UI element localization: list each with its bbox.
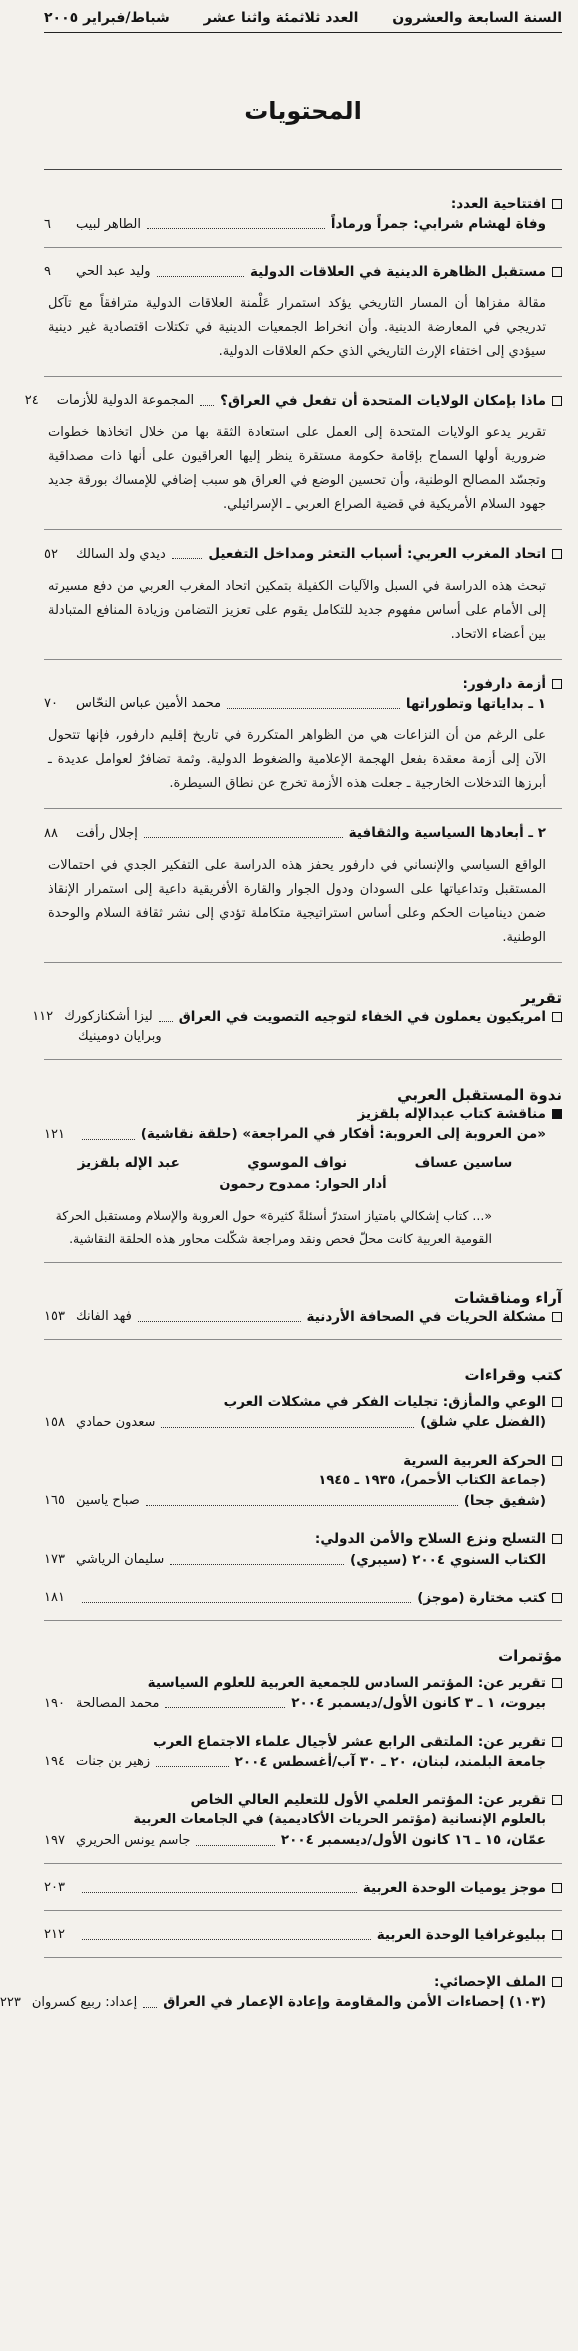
toc-entry-title[interactable]: تقرير عن: المؤتمر السادس للجمعية العربية للعلوم السياسية [147, 1675, 546, 1692]
toc-entry-title[interactable]: ماذا بإمكان الولايات المتحدة أن تفعل في العراق؟ [220, 392, 546, 409]
toc-entry-page: ٢٤ [24, 393, 39, 409]
conference-entry [44, 1732, 562, 1773]
toc-entry-author: ديدي ولد السالك [76, 546, 166, 562]
bullet-box [552, 396, 562, 406]
darfur-part-2 [44, 808, 562, 961]
toc-entry-title[interactable]: ببليوغرافيا الوحدة العربية [376, 1926, 546, 1943]
dot-leader [143, 1998, 157, 2008]
running-header [44, 10, 562, 33]
toc-entry-page: ١٨١ [44, 1590, 65, 1606]
bullet-box [552, 1109, 562, 1119]
dot-leader [161, 1418, 414, 1428]
book-entry [44, 1451, 562, 1512]
toc-entry-author-2: وبرايان دومينيك [78, 1029, 162, 1045]
toc-entry-title[interactable]: (١٠٣) إحصاءات الأمن والمقاومة وإعادة الإعمار في العراق [163, 1994, 546, 2011]
toc-entry-abstract: الواقع السياسي والإنساني في دارفور يحفز هذه الدراسة على التفكير الجدي في احتمالات المستقبل وتداعياتها على السودان ودول الجوار والقارة الأفريقية داعية إلى استمرار الإنقاذ ضمن ديناميات الحكم وعلى أساس استراتيجية متكاملة تؤدي إلى نشر ثقافة السلام والوحدة الوطنية. [48, 857, 546, 945]
moderator: أدار الحوار: ممدوح رحمون [219, 1176, 387, 1192]
bullet-box [552, 1737, 562, 1747]
toc-entry-title[interactable]: وفاة لهشام شرابي: جمراً ورماداً [330, 216, 546, 233]
toc-entry-abstract: تبحث هذه الدراسة في السبل والآليات الكفيلة بتمكين اتحاد المغرب العربي من دفع مسيرته إلى الأمام على أساس مفهوم جديد للتكامل يقوم على تعزيز التضامن وزيادة المنافع المتبادلة بين أعضاء الاتحاد. [48, 578, 546, 642]
bullet-box [552, 1977, 562, 1987]
toc-entry-subtitle: جامعة البلمند، لبنان، ٢٠ ـ ٣٠ آب/أغسطس ٢٠٠٤ [234, 1753, 546, 1770]
toc-entry-subtitle: الكتاب السنوي ٢٠٠٤ (سيبري) [350, 1551, 546, 1568]
group-heading: آراء ومناقشات [454, 1288, 562, 1307]
book-entry [44, 1588, 562, 1608]
toc-entry-page: ٨٨ [44, 825, 58, 841]
dot-leader [82, 1130, 135, 1140]
toc-entry-title[interactable]: ١ ـ بداياتها وتطوراتها [405, 695, 546, 712]
symposium-quote: «... كتاب إشكالي بامتياز استدرّ أسئلةً كثيرة» حول العروبة والإسلام ومستقبل الحركة القومية العربية كانت محلّ فحص ونقد ومراجعة شكّلت محاور هذه الحلقة النقاشية. [55, 1207, 492, 1246]
toc-entry-author: سعدون حمادي [76, 1414, 156, 1430]
statistical-section [0, 1957, 562, 2025]
toc-entry-subtitle: (جماعة الكتاب الأحمر)، ١٩٣٥ ـ ١٩٤٥ [318, 1472, 546, 1488]
toc-entry-title[interactable]: التسلح ونزع السلاح والأمن الدولي: [314, 1531, 546, 1548]
toc-entry-title[interactable]: مستقبل الظاهرة الدينية في العلاقات الدولية [250, 263, 546, 280]
dot-leader [156, 1757, 228, 1767]
toc-entry-author: صباح ياسين [76, 1493, 140, 1509]
dot-leader [82, 1593, 411, 1603]
toc-entry-author: محمد المصالحة [76, 1695, 160, 1711]
participant: ساسين عساف [414, 1154, 513, 1171]
toc-entry-page: ٥٢ [44, 546, 58, 562]
bullet-box [552, 1883, 562, 1893]
bullet-box [552, 679, 562, 689]
book-entry [44, 1392, 562, 1433]
issue-date: شباط/فبراير ٢٠٠٥ [44, 10, 170, 26]
symposium-section [44, 1059, 562, 1262]
bullet-box [552, 549, 562, 559]
page-edge [28, 2341, 578, 2351]
toc-entry-author: الطاهر لبيب [76, 216, 141, 232]
bullet-box [552, 1012, 562, 1022]
diary-section [44, 1863, 562, 1910]
toc-entry-page: ١٢١ [44, 1126, 65, 1142]
toc-entry-abstract: على الرغم من أن النزاعات هي من الظواهر المتكررة في تاريخ إقليم دارفور، فإنها تتحول الآن إلى أزمة معقدة بفعل الهجمة الإعلامية والضغوط الدولية. وثمة تضافرٌ لعوامل عديدة ـ أبرزها التدخلات الخارجية ـ جعلت هذه الأزمة تخرج عن نطاق السيطرة. [48, 728, 546, 792]
toc-entry-abstract: مقالة مفزاها أن المسار التاريخي يؤكد استمرار عَلْمنة العلاقات الدولية مترافقاً مع تآكل تدريجي في المعارضة الدينية. وأن انخراط الجمعيات الدينية في تكتلات اقتصادية غير دينية سيؤدي إلى اختفاء الإرث التاريخي الذي حكم العلاقات الدولية. [48, 295, 546, 359]
group-heading: كتب وقراءات [464, 1366, 562, 1385]
toc-entry-author: إجلال رأفت [76, 825, 138, 841]
toc-entry-title[interactable]: كتب مختارة (موجز) [417, 1589, 546, 1606]
toc-entry-title[interactable]: تقرير عن: الملتقى الرابع عشر لأجيال علماء الاجتماع العرب [153, 1733, 546, 1750]
toc-entry-page: ٢٢٣ [0, 1994, 21, 2010]
report-section [32, 962, 562, 1059]
toc-entry-author: ليزا أشكنازكورك [64, 1009, 153, 1025]
toc-entry-subtitle: «من العروبة إلى العروبة: أفكار في المراجعة» (حلقة نقاشية) [140, 1126, 546, 1143]
issue-number: العدد ثلاثمئة واثنا عشر [203, 10, 359, 26]
conference-entry [44, 1673, 562, 1714]
toc-entry-page: ١٧٣ [44, 1551, 65, 1567]
toc-entry-subtitle: عمّان، ١٥ ـ ١٦ كانون الأول/ديسمبر ٢٠٠٤ [280, 1832, 546, 1849]
article-3 [44, 529, 562, 658]
toc-entry-author: إعداد: ربيع كسروان [31, 1994, 138, 2010]
opinions-section [44, 1262, 562, 1339]
toc-entry-page: ١٩٤ [44, 1754, 65, 1770]
bullet-box [552, 1534, 562, 1544]
section-label: أزمة دارفور: [462, 675, 546, 692]
group-heading: تقرير [521, 988, 562, 1007]
conference-entry [44, 1790, 562, 1851]
section-label: افتتاحية العدد: [450, 196, 546, 212]
participant: عبد الإله بلقزيز [77, 1154, 180, 1171]
toc-entry-abstract: تقرير يدعو الولايات المتحدة إلى العمل على استعادة الثقة بها من خلال اتخاذها خطوات ضرورية أولها السماح بإقامة حكومة مستقرة ينظر إليها العراقيون على أنها ذات مصداقية وتجسّد المصالح الوطنية، وأن تحسين الوضع في العراق هو سبب إضافي للإمساك بورقة جديد جهود السلام الأمريكية في قضية الصراع العربي ـ الإسرائيلي. [48, 425, 546, 513]
toc-entry-page: ١٦٥ [44, 1493, 65, 1509]
dot-leader [157, 267, 244, 277]
toc-entry-subtitle: (الفضل علي شلق) [420, 1414, 546, 1431]
dot-leader [147, 219, 325, 229]
bullet-box [552, 1312, 562, 1322]
toc-entry-page: ١٩٧ [44, 1832, 65, 1848]
toc-entry-title[interactable]: ٢ ـ أبعادها السياسية والثقافية [348, 825, 546, 842]
toc-entry-title[interactable]: الوعي والمأزق: تجليات الفكر في مشكلات العرب [223, 1394, 546, 1411]
dot-leader [172, 549, 203, 559]
toc-entry-page: ٢٠٣ [44, 1880, 65, 1896]
group-heading: ندوة المستقبل العربي [397, 1086, 562, 1105]
toc-entry-page: ١٩٠ [44, 1695, 65, 1711]
toc-entry-page: ٧٠ [44, 696, 58, 712]
toc-title: المحتويات [244, 97, 362, 125]
bullet-box [552, 1397, 562, 1407]
bullet-box [552, 199, 562, 209]
toc-entry-author: سليمان الرياشي [76, 1551, 165, 1567]
bullet-box [552, 1456, 562, 1466]
toc-entry-page: ١١٢ [32, 1009, 54, 1025]
bullet-box [552, 1795, 562, 1805]
group-heading: مؤتمرات [498, 1647, 562, 1666]
toc-entry-author: فهد الفانك [76, 1309, 132, 1325]
dot-leader [196, 1836, 274, 1846]
toc-entry-title[interactable]: اتحاد المغرب العربي: أسباب التعثر ومداخل التفعيل [208, 546, 546, 563]
participants [44, 1155, 562, 1171]
bibliography-section [44, 1910, 562, 1957]
dot-leader [165, 1698, 285, 1708]
dot-leader [82, 1883, 357, 1893]
bullet-box [552, 1593, 562, 1603]
dot-leader [146, 1496, 458, 1506]
toc-entry-author: وليد عبد الحي [76, 263, 151, 279]
toc-entry-author: زهير بن جنات [76, 1754, 151, 1770]
article-1 [44, 247, 562, 376]
toc-entry-title[interactable]: الحركة العربية السرية [403, 1452, 546, 1469]
toc-entry-author: المجموعة الدولية للأزمات [56, 393, 195, 409]
toc-entry-page: ٩ [44, 263, 51, 279]
darfur-section [44, 659, 562, 809]
toc-entry-title[interactable]: مناقشة كتاب عبدالإله بلقزيز [357, 1106, 546, 1123]
dot-leader [170, 1555, 344, 1565]
dot-leader [159, 1012, 173, 1022]
toc-entry-title[interactable]: امريكيون يعملون في الخفاء لتوجيه التصويت في العراق [178, 1008, 546, 1025]
toc-entry-subtitle: بالعلوم الإنسانية (مؤتمر الحريات الأكاديمية) في الجامعات العربية [133, 1812, 546, 1828]
dot-leader [82, 1930, 371, 1940]
header-rule [44, 32, 562, 33]
dot-leader [138, 1312, 301, 1322]
journal-volume: السنة السابعة والعشرون [392, 10, 562, 26]
toc-entry-page: ١٥٣ [44, 1309, 65, 1325]
toc-entry-title[interactable]: موجز يوميات الوحدة العربية [362, 1879, 546, 1896]
toc-entry-page: ١٥٨ [44, 1414, 65, 1430]
toc-entry-author: جاسم يونس الحريري [76, 1832, 191, 1848]
toc-entry-subtitle: بيروت، ١ ـ ٣ كانون الأول/ديسمبر ٢٠٠٤ [291, 1695, 546, 1712]
books-section [44, 1339, 562, 1620]
dot-leader [144, 828, 343, 838]
toc-entry-title[interactable]: مشكلة الحريات في الصحافة الأردنية [306, 1308, 546, 1325]
dot-leader [200, 396, 214, 406]
section-label: الملف الإحصائي: [434, 1974, 546, 1991]
toc-entry-title[interactable]: تقرير عن: المؤتمر العلمي الأول للتعليم العالي الخاص [190, 1792, 546, 1809]
participant: نواف الموسوي [247, 1154, 348, 1171]
opening-section [44, 180, 562, 247]
dot-leader [227, 699, 400, 709]
book-entry [44, 1529, 562, 1570]
conferences-section [44, 1620, 562, 1863]
toc-entry-author: محمد الأمين عباس النحّاس [76, 696, 222, 712]
toc-entry-subtitle: (شفيق جحا) [463, 1493, 546, 1510]
toc-entry-page: ٦ [44, 216, 51, 232]
title-rule [44, 169, 562, 170]
article-2 [24, 376, 562, 529]
toc-entry-page: ٢١٢ [44, 1927, 65, 1943]
bullet-box [552, 1678, 562, 1688]
bullet-box [552, 1930, 562, 1940]
bullet-box [552, 267, 562, 277]
